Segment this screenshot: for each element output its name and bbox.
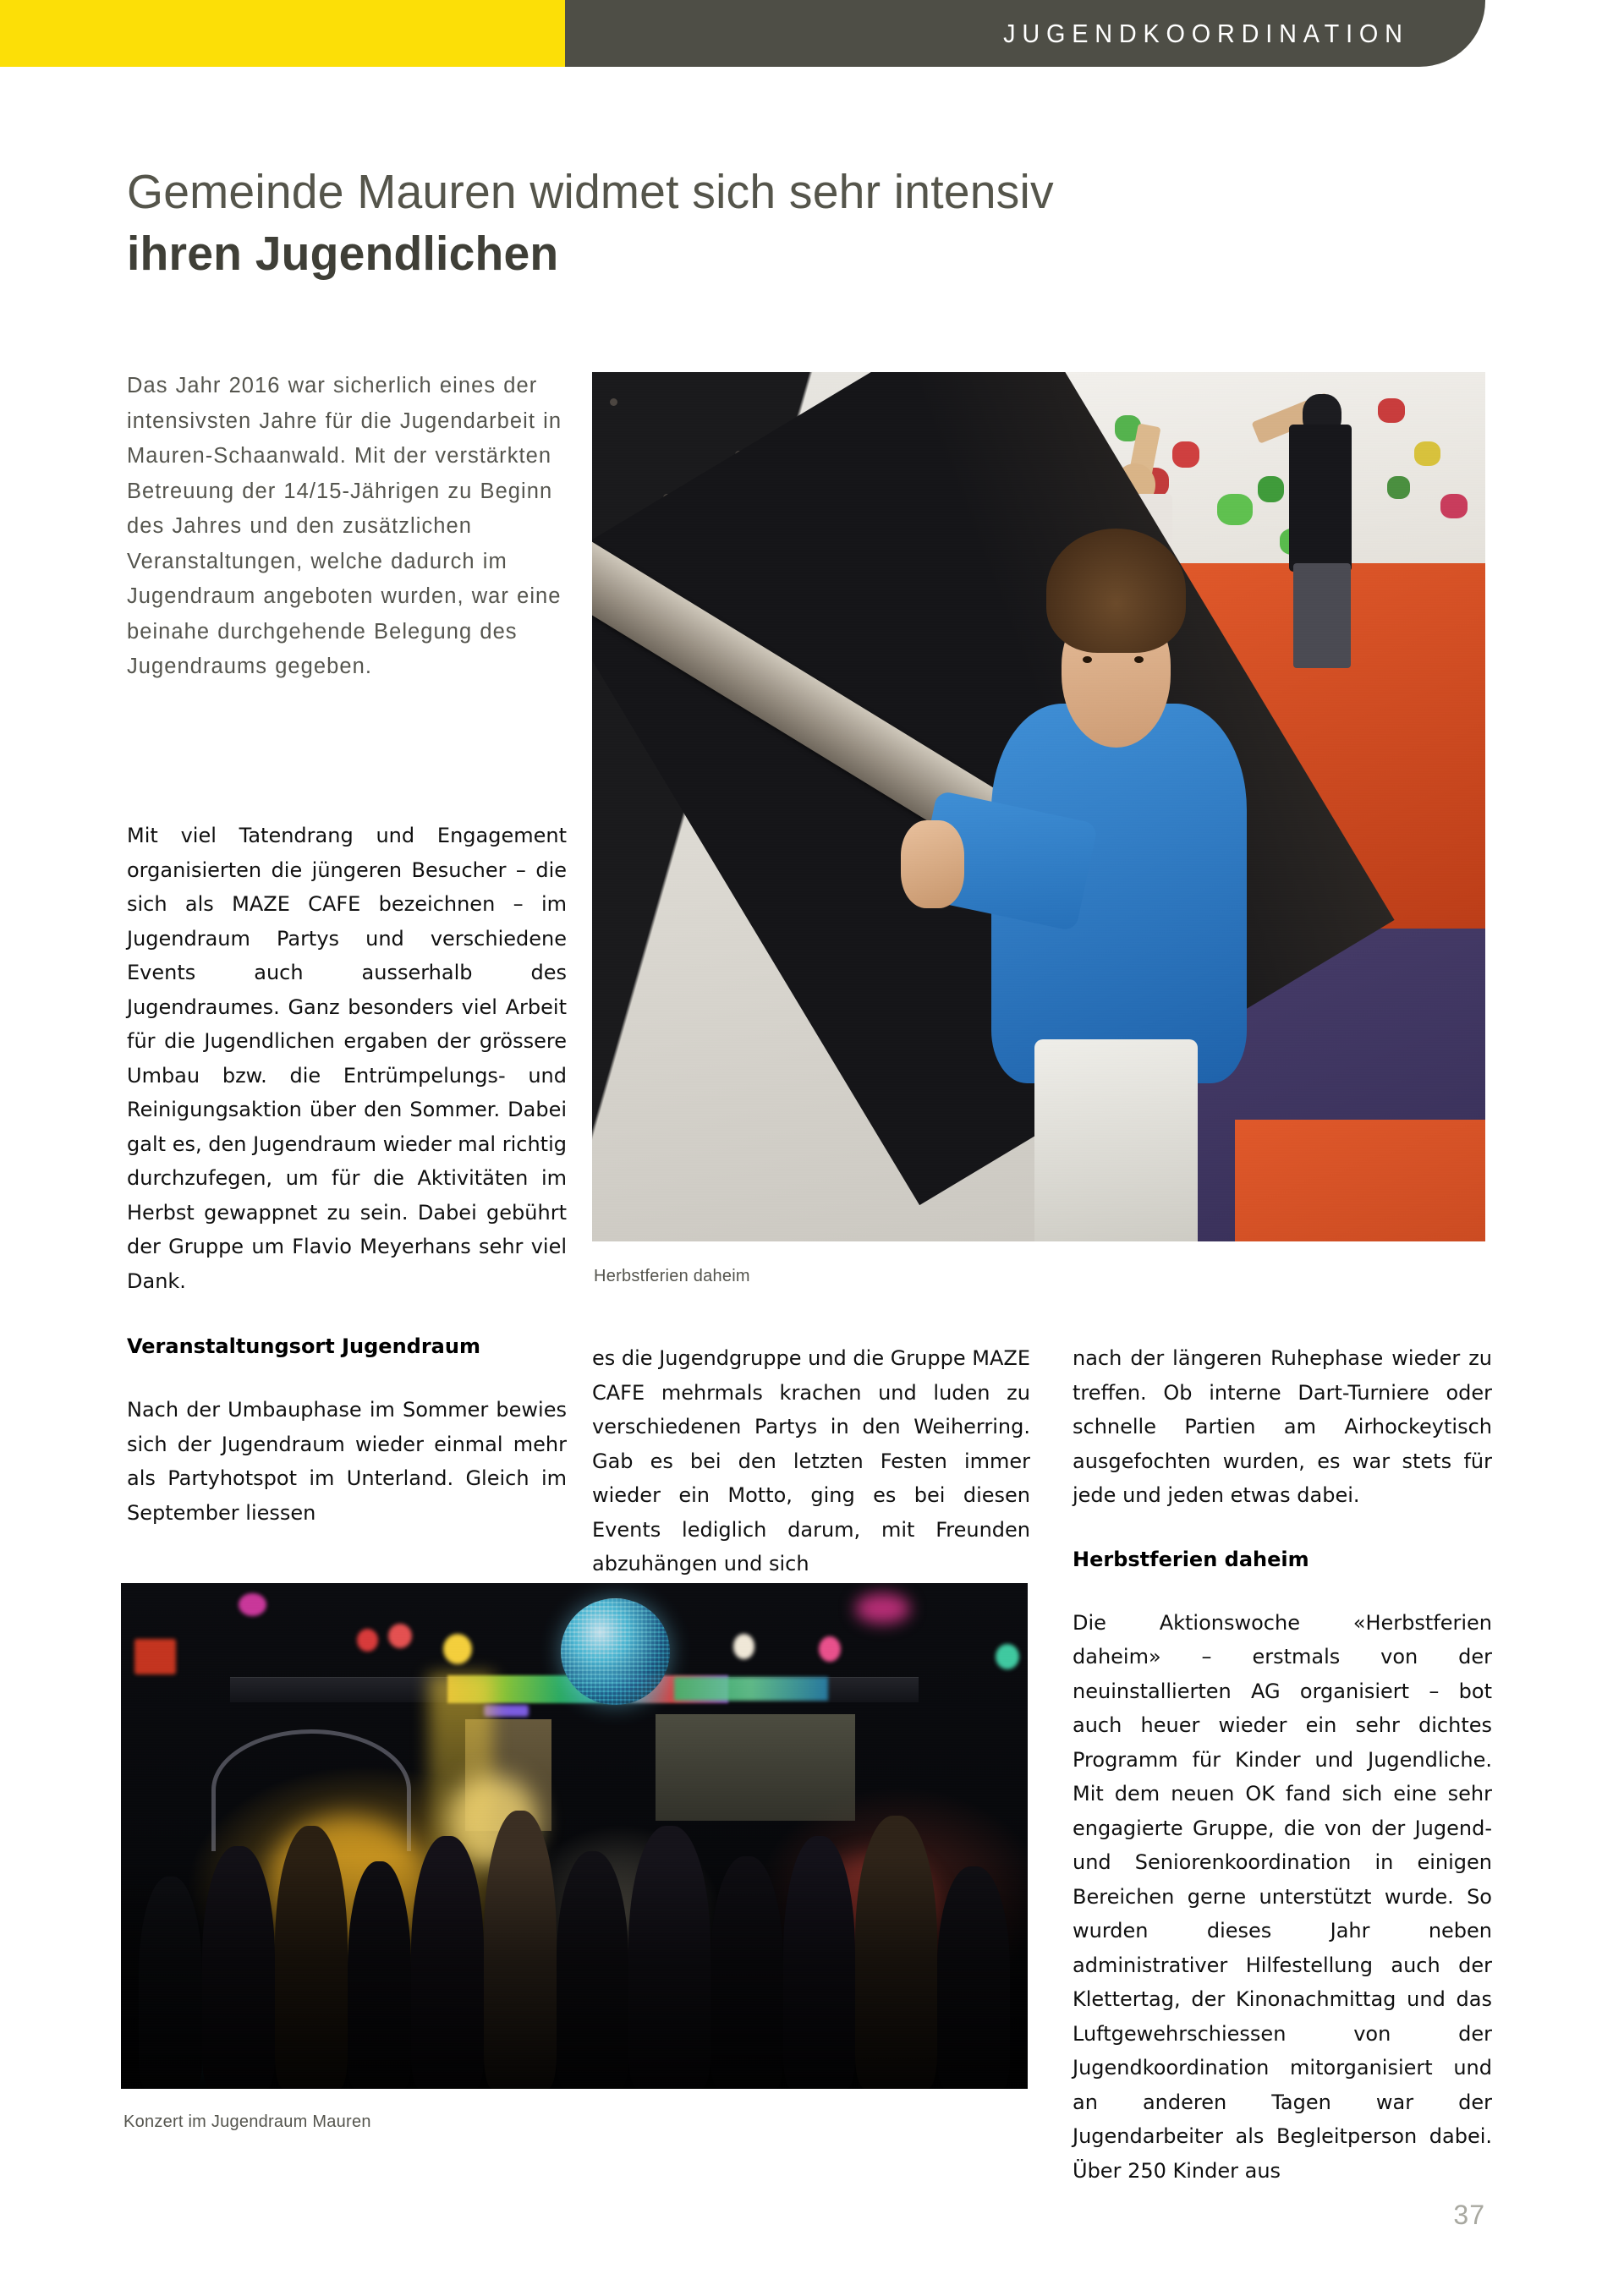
boy-hands xyxy=(901,820,964,908)
climbing-hold-green xyxy=(1258,476,1285,502)
middle-paragraph-1: es die Jugendgruppe und die Gruppe MAZE CAFE mehrmals krachen und luden zu verschiedenen Partys in den Weiherring. Gab es bei den letzten Festen immer wieder ein Motto, ging es bei diesen Events lediglich darum, mit Freunden abzuhängen und sich xyxy=(592,1346,1030,1575)
stage-lamp-magenta xyxy=(855,1593,909,1624)
right-paragraph-1: nach der längeren Ruhephase wieder zu treffen. Ob interne Dart-Turniere oder schnelle Partien am Airhockeytisch ausgefochten wurden, es war stets für jede und jeden etwas dabei. xyxy=(1073,1346,1492,1507)
headline-line-2: ihren Jugendlichen xyxy=(127,226,559,281)
stage-lamp-pink xyxy=(819,1636,841,1662)
left-paragraph-2: Nach der Umbauphase im Sommer bewies sich der Jugendraum wieder einmal mehr als Partyhotspot im Unterland. Gleich im September liessen xyxy=(127,1398,567,1525)
header-section-bar xyxy=(565,0,1485,67)
boy-hair xyxy=(1046,529,1186,653)
page-number: 37 xyxy=(1453,2200,1485,2230)
header-yellow-block xyxy=(0,0,565,67)
wall-bolt-dot xyxy=(610,398,617,406)
left-column-body xyxy=(127,819,567,1530)
stage-lamp-magenta xyxy=(239,1593,266,1616)
middle-column-body xyxy=(592,1341,1030,1581)
lead-paragraph: Das Jahr 2016 war sicherlich eines der intensivsten Jahre für die Jugendarbeit in Mauren-Schaanwald. Mit der verstärkten Betreuung der 14/15-Jährigen zu Beginn des Jahres und den zusätzlichen Veranstaltungen, welche dadurch im Jugendraum angeboten wurden, war eine beinahe durchgehende Belegung des Jugendraums gegeben. xyxy=(127,374,562,678)
right-column-body xyxy=(1073,1341,1492,2188)
climbing-hold-red xyxy=(1172,441,1199,468)
stage-lamp-yellow xyxy=(443,1634,472,1664)
climbing-hold-green xyxy=(1387,476,1410,499)
climbing-hold-red xyxy=(1378,398,1405,423)
stage-lamp-green xyxy=(996,1644,1019,1669)
stage-lamp-white xyxy=(733,1634,755,1659)
rgb-light-strip xyxy=(674,1677,828,1701)
left-paragraph-1: Mit viel Tatendrang und Engagement organisierten die jüngeren Besucher – die sich als MAZE CAFE bezeichnen – im Jugendraum Partys und verschiedene Events auch ausserhalb des Jugendraumes. Ganz besonders viel Arbeit für die Jugendlichen ergaben der grössere Umbau bzw. die Entrümpelungs- und Reinigungsaktion über den Sommer. Dabei galt es, den Jugendraum wieder mal richtig durchzufegen, um für die Aktivitäten im Herbst gewappnet zu sein. Dabei gebührt der Gruppe um Flavio Meyerhans sehr viel Dank. xyxy=(127,824,567,1293)
climbing-hold-yellow xyxy=(1414,441,1441,466)
foreground-boy xyxy=(968,529,1271,1241)
caption-climbing: Herbstferien daheim xyxy=(594,1267,750,1285)
photo-concert xyxy=(121,1583,1028,2089)
boy-trousers xyxy=(1034,1039,1199,1241)
climbing-hold-green xyxy=(1217,494,1253,525)
climbing-hold-pink xyxy=(1440,494,1468,518)
photo-climbing-wall xyxy=(592,372,1485,1241)
background-person-legs xyxy=(1293,563,1351,667)
right-subheading: Herbstferien daheim xyxy=(1073,1547,1309,1571)
back-wall-panel xyxy=(656,1714,855,1821)
left-subheading: Veranstaltungsort Jugendraum xyxy=(127,1334,480,1358)
stage-lamp-red xyxy=(388,1624,412,1648)
section-title: JUGENDKOORDINATION xyxy=(1003,18,1409,48)
right-paragraph-2: Die Aktionswoche «Herbstferien daheim» – erstmals von der neuinstallierten AG organisiert – bot auch heuer wieder ein sehr dichtes Programm für Kinder und Jugendliche. Mit dem neuen OK fand sich eine sehr engagierte Gruppe, die von der Jugend- und Seniorenkoordination in einigen Bereichen gerne unterstützt wurde. So wurden dieses Jahr neben administrativer Hilfestellung auch der Klettertag, der Kinonachmittag und das Luftgewehrschiessen von der Jugendkoordination mitorganisiert und an anderen Tagen war der Jugendarbeiter als Begleitperson dabei. Über 250 Kinder aus xyxy=(1073,1610,1492,2183)
disco-ball xyxy=(561,1598,670,1705)
page-title xyxy=(127,166,1480,282)
crowd-shadow-gradient xyxy=(121,1856,1028,2089)
exit-sign xyxy=(134,1639,176,1674)
background-person-body xyxy=(1289,425,1352,573)
caption-concert: Konzert im Jugendraum Mauren xyxy=(123,2112,371,2131)
left-column-lead xyxy=(127,369,567,685)
crash-mat-orange xyxy=(1235,1120,1485,1241)
headline-line-1: Gemeinde Mauren widmet sich sehr intensiv xyxy=(127,165,1054,219)
